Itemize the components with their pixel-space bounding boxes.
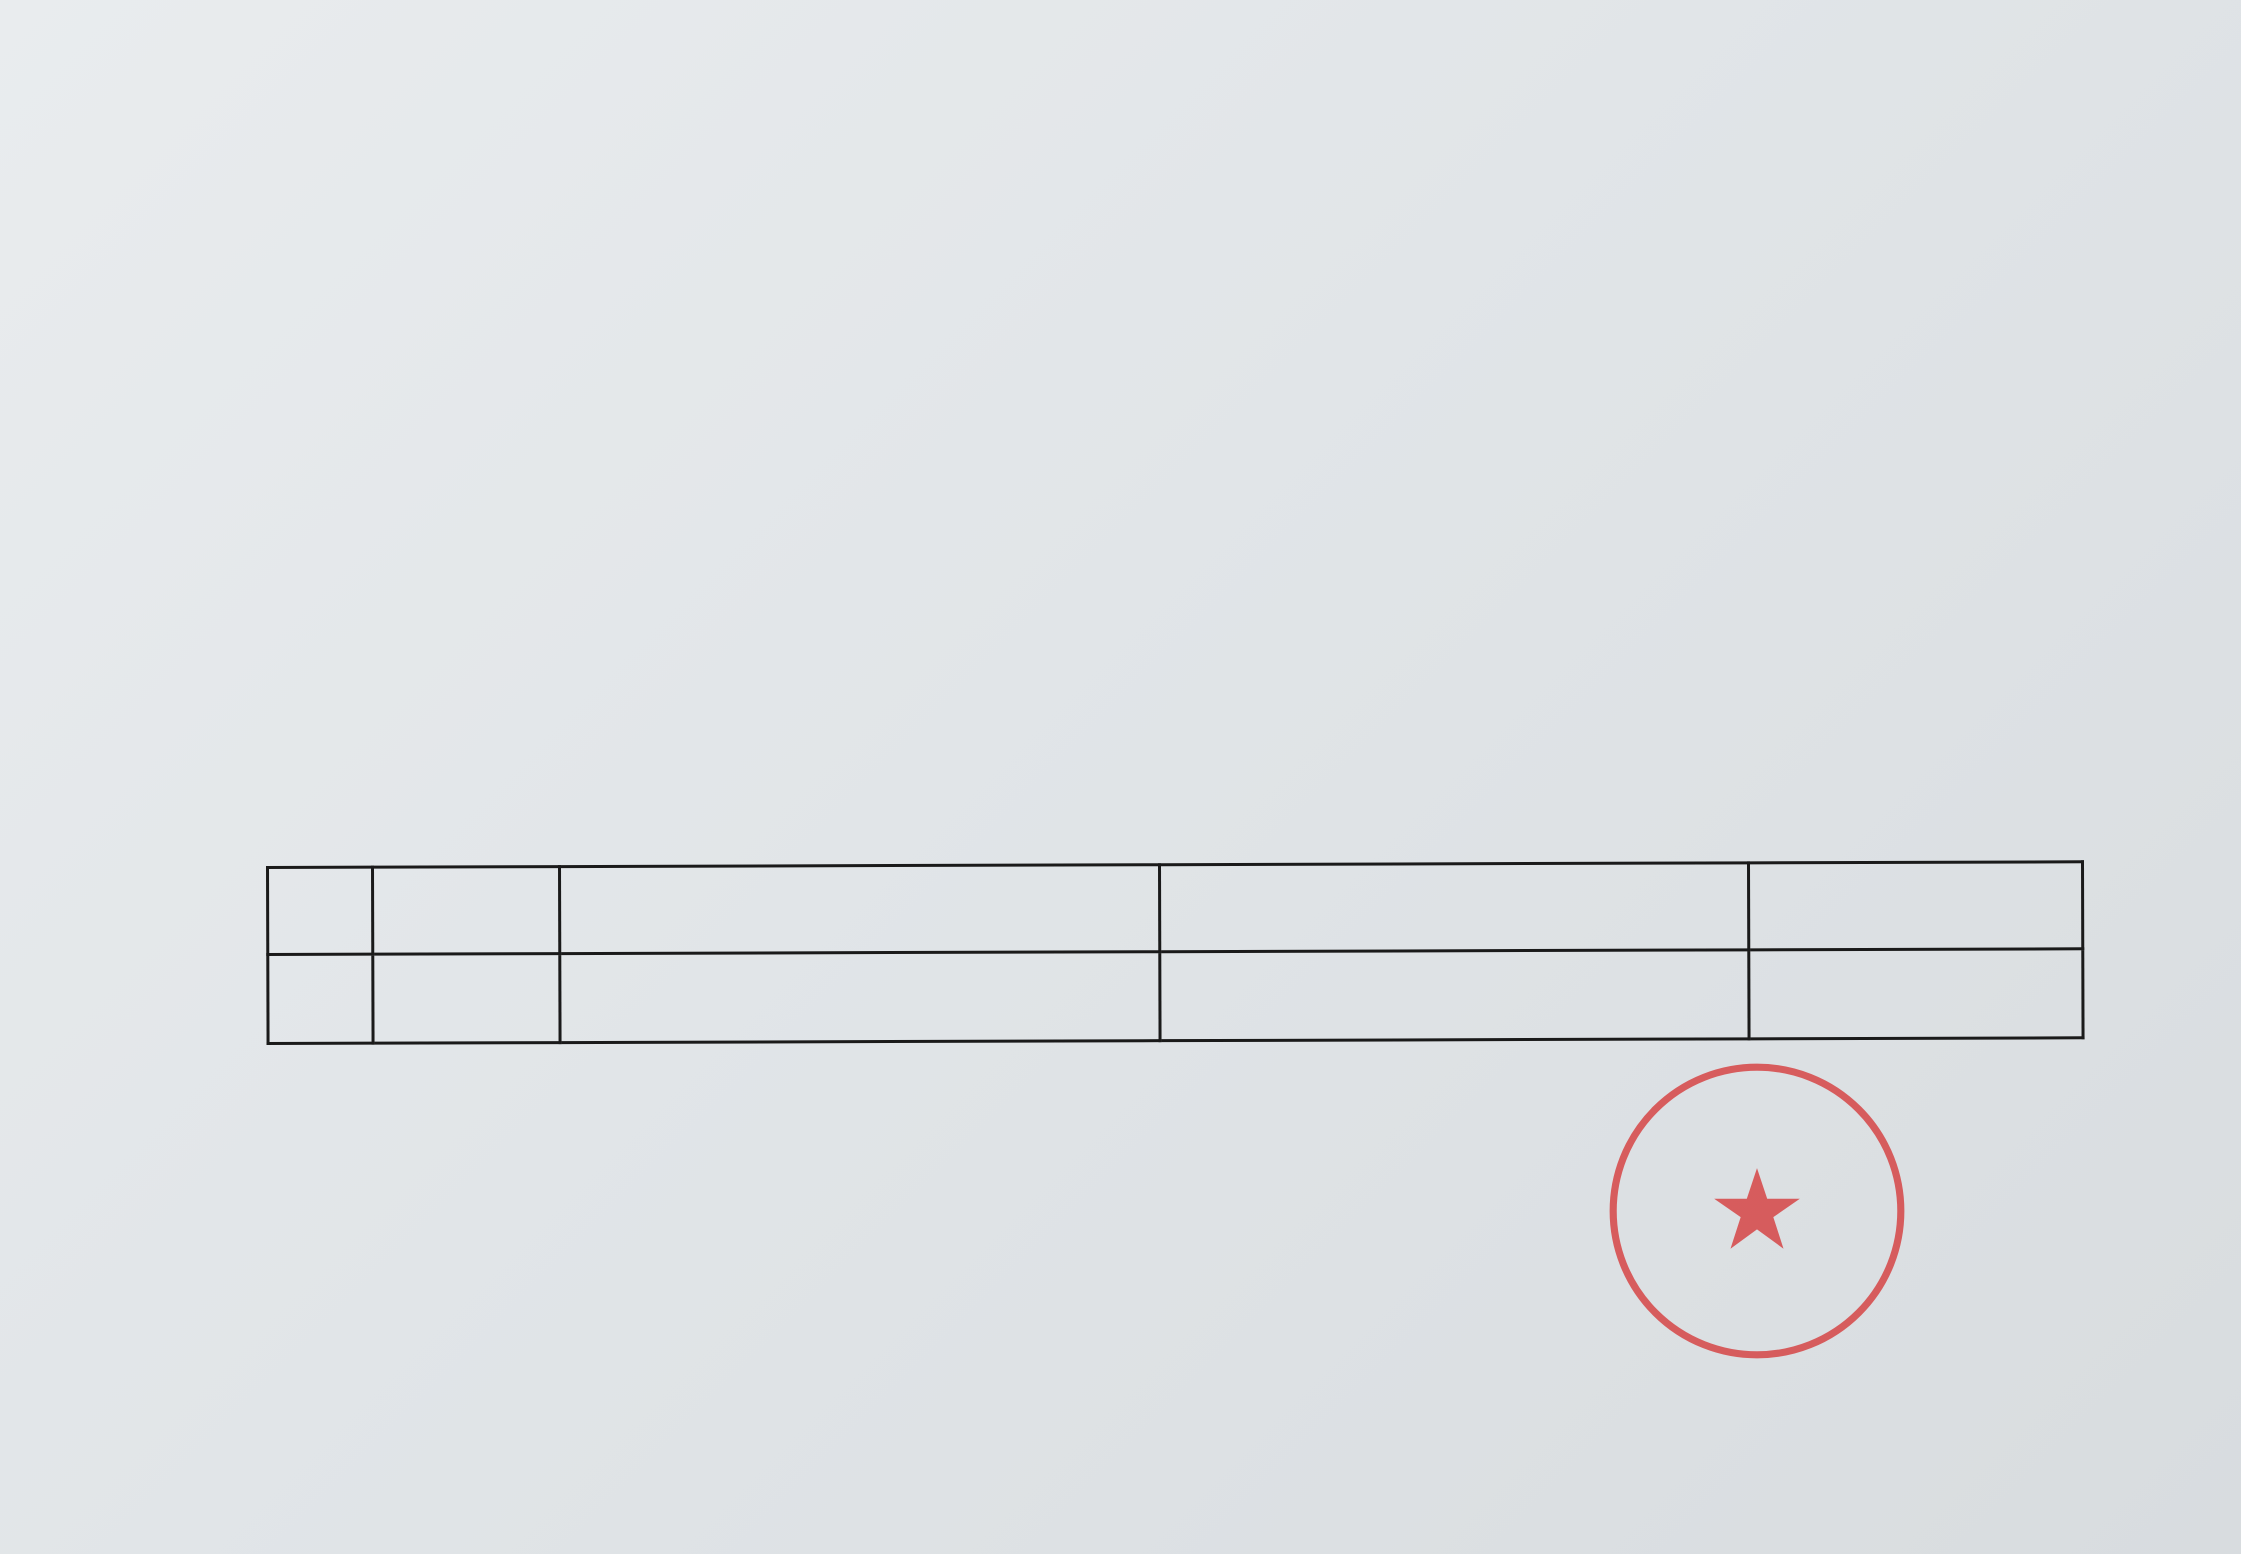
- table-cell: [1160, 950, 1749, 1041]
- table-cell: [1748, 949, 2083, 1039]
- table-header-cell: [560, 865, 1160, 954]
- star-icon: [1714, 1168, 1800, 1249]
- declaration-table: [266, 860, 2085, 1045]
- table-cell: [268, 954, 373, 1043]
- table-row: [268, 949, 2083, 1044]
- table-header-cell: [1160, 863, 1749, 952]
- table-cell: [373, 954, 560, 1044]
- table-cell: [560, 952, 1160, 1043]
- official-seal-stamp: [1604, 1058, 1910, 1364]
- table-header-cell: [1748, 862, 2083, 950]
- table-header-cell: [268, 867, 373, 954]
- table-header-cell: [373, 867, 560, 955]
- table-header-row: [268, 862, 2083, 955]
